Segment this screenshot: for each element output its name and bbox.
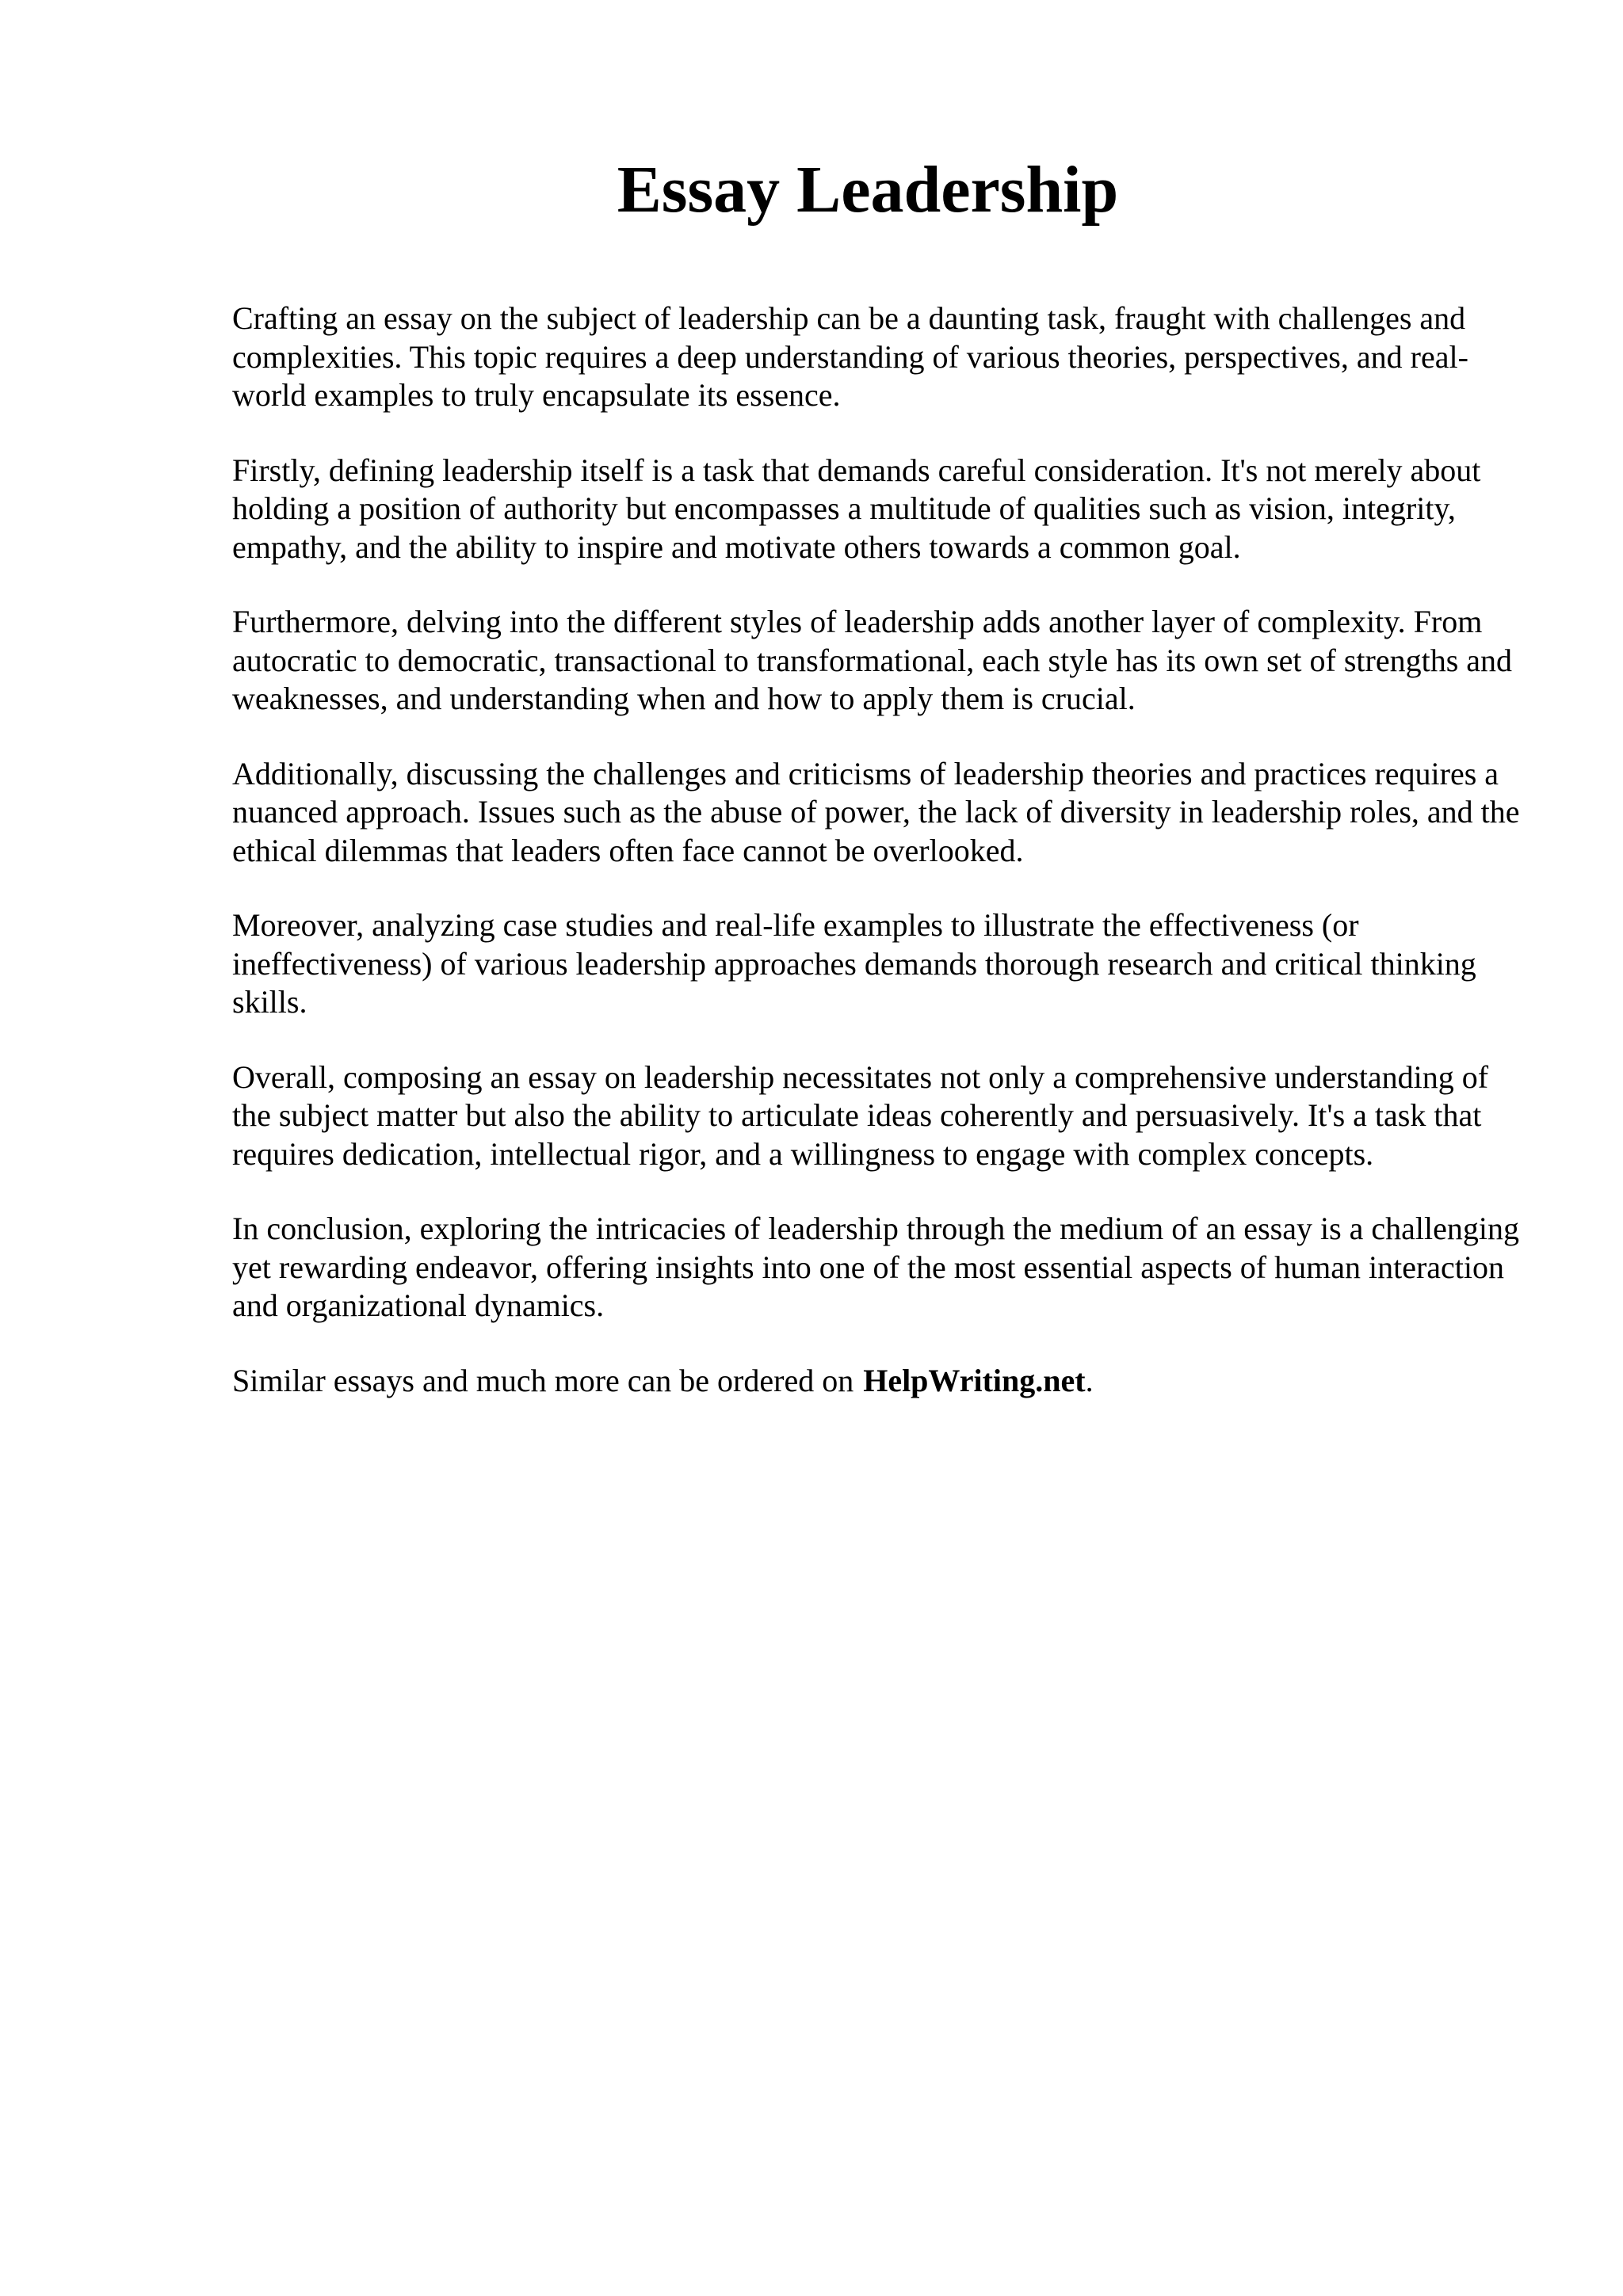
paragraph-case-studies: Moreover, analyzing case studies and real-life examples to illustrate the effectiveness (or ineffectiveness) of various leadership approaches demands thorough research and critical thinking skills. xyxy=(232,907,1476,1020)
paragraph-overall: Overall, composing an essay on leadership necessitates not only a comprehensive understanding of the subject matter but also the ability to articulate ideas coherently and persuasively. It's a task that requires dedication, intellectual rigor, and a willingness to engage with complex concepts. xyxy=(232,1058,1489,1172)
paragraph-challenges: Additionally, discussing the challenges and criticisms of leadership theories and practices requires a nuanced approach. Issues such as the abuse of power, the lack of diversity in leadership roles, and the ethical dilemmas that leaders often face cannot be overlooked. xyxy=(232,755,1520,868)
helpwriting-link[interactable]: HelpWriting.net xyxy=(863,1362,1086,1398)
closing-period: . xyxy=(1085,1362,1094,1398)
closing-line xyxy=(232,1362,1532,1401)
paragraph-intro: Crafting an essay on the subject of leadership can be a daunting task, fraught with challenges and complexities. This topic requires a deep understanding of various theories, perspectives, and real-world examples to truly encapsulate its essence. xyxy=(232,300,1468,413)
paragraph-styles: Furthermore, delving into the different styles of leadership adds another layer of complexity. From autocratic to democratic, transactional to transformational, each style has its own set of strengths and weaknesses, and understanding when and how to apply them is crucial. xyxy=(232,604,1513,716)
paragraph-defining: Firstly, defining leadership itself is a task that demands careful consideration. It's not merely about holding a position of authority but encompasses a multitude of qualities such as vision, integrity, empathy, and the ability to inspire and motivate others towards a common goal. xyxy=(232,452,1481,565)
closing-text: Similar essays and much more can be ordered on xyxy=(232,1362,854,1398)
paragraph-conclusion: In conclusion, exploring the intricacies of leadership through the medium of an essay is a challenging yet rewarding endeavor, offering insights into one of the most essential aspects of human interaction and organizational dynamics. xyxy=(232,1211,1519,1323)
document-body xyxy=(232,299,1532,1436)
document-title: Essay Leadership xyxy=(617,153,1119,227)
